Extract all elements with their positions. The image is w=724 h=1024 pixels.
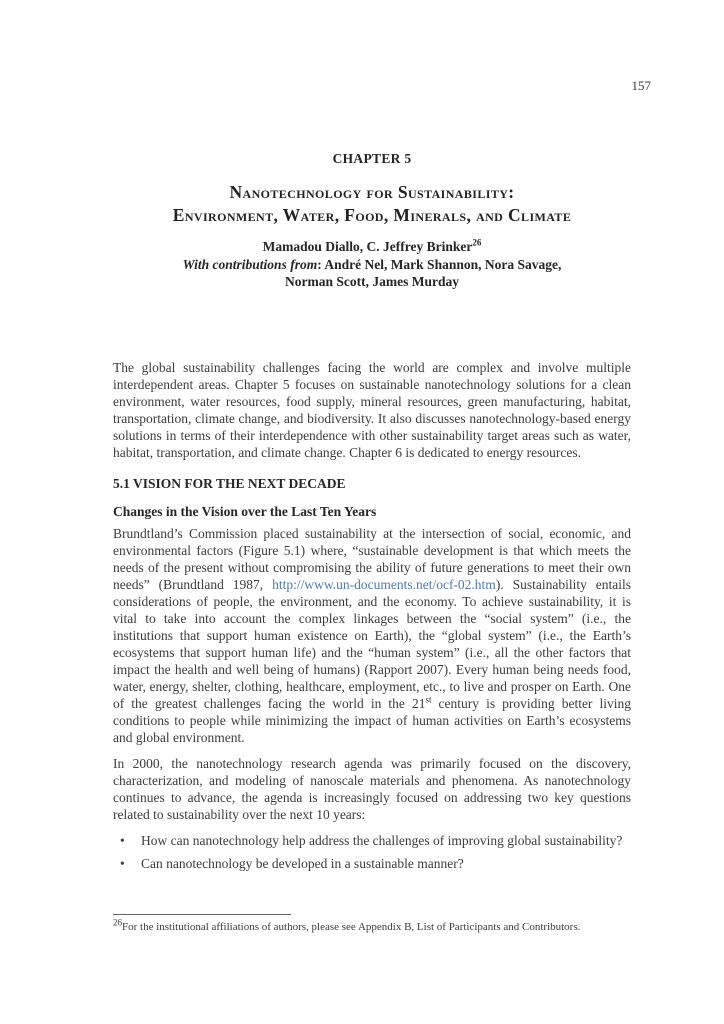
agenda-paragraph: In 2000, the nanotechnology research agenda was primarily focused on the discovery, characterization, and modeling of nanoscale materials and phenomena. As nanotechnology continues to advance, the agenda is increasingly focused on addressing two key questions related to sustainability over the next 10 years:: [113, 755, 631, 822]
un-documents-link[interactable]: http://www.un-documents.net/ocf-02.htm: [272, 576, 496, 592]
page-content: [113, 0, 631, 878]
ordinal-superscript: st: [425, 694, 432, 704]
bullet-list: [113, 832, 631, 872]
footnote-separator: [113, 914, 291, 915]
chapter-label: CHAPTER 5: [332, 151, 412, 166]
contributors-intro: With contributions from: [182, 256, 318, 272]
vision-paragraph: [113, 525, 631, 746]
contributors-line1: [113, 256, 631, 274]
bullet-item: [113, 855, 631, 872]
chapter-title-line1: Nanotechnology for Sustainability:: [229, 182, 515, 202]
intro-paragraph: The global sustainability challenges facing the world are complex and involve multiple interdependent areas. Chapter 5 focuses on sustainable nanotechnology solutions for a clean environment, water resources, food supply, mineral resources, green manufacturing, habitat, transportation, climate change, and biodiversity. It also discusses nanotechnology-based energy solutions in terms of their interdependence with other sustainability target areas such as water, habitat, transportation, and climate change. Chapter 6 is dedicated to energy resources.: [113, 359, 631, 460]
chapter-title-line2: Environment, Water, Food, Minerals, and Climate: [172, 205, 572, 225]
vision-text-after-link: ). Sustainability entails considerations of people, the environment, and the economy. To achieve sustainability, it is vital to take into account the complex linkages between the “social system” (i.e., the institutions that support human existence on Earth), the “global system” (i.e., the Earth’s ecosystems that support human life) and the “human system” (i.e., all the other factors that impact the health and well being of humans) (Rapport 2007). Every human being needs food, water, energy, shelter, clothing, healthcare, employment, etc., to live and prosper on Earth. One of the greatest challenges facing the world in the 21: [113, 576, 631, 711]
authors-block: [113, 238, 631, 291]
bullet-item: [113, 832, 631, 849]
contributors-line2: Norman Scott, James Murday: [285, 274, 459, 289]
contributors-names: : André Nel, Mark Shannon, Nora Savage,: [317, 256, 562, 272]
bullet-item-text: Can nanotechnology be developed in a sustainable manner?: [141, 855, 464, 871]
bullet-icon: •: [120, 855, 125, 871]
section-heading: 5.1 VISION FOR THE NEXT DECADE: [113, 475, 346, 491]
footnote-number-superscript: 26: [113, 917, 122, 928]
bullet-icon: •: [120, 832, 125, 848]
vision-text-before-link: Brundtland’s Commission placed sustainability at the intersection of social, economic, and environmental factors (Figure 5.1) where, “sustainable development is that which meets the needs of the present without compromising the ability of future generations to meet their own needs” (Brundtland 1987,: [113, 525, 631, 592]
page-number: 157: [631, 78, 651, 93]
authors-names: Mamadou Diallo, C. Jeffrey Brinker: [262, 239, 473, 254]
footnote-ref-superscript: 26: [472, 237, 482, 248]
vision-text-end: century is providing better living conditions to people while minimizing the impact of human activities on Earth’s ecosystems and global environment.: [113, 695, 631, 745]
subsection-heading: Changes in the Vision over the Last Ten Years: [113, 503, 377, 519]
authors-line-primary: [113, 238, 631, 256]
footnote: [113, 914, 673, 935]
chapter-title: [113, 181, 631, 227]
bullet-item-text: How can nanotechnology help address the challenges of improving global sustainability?: [141, 832, 623, 848]
footnote-text: [113, 917, 673, 935]
footnote-body: For the institutional affiliations of authors, please see Appendix B, List of Participants and Contributors.: [122, 921, 581, 933]
